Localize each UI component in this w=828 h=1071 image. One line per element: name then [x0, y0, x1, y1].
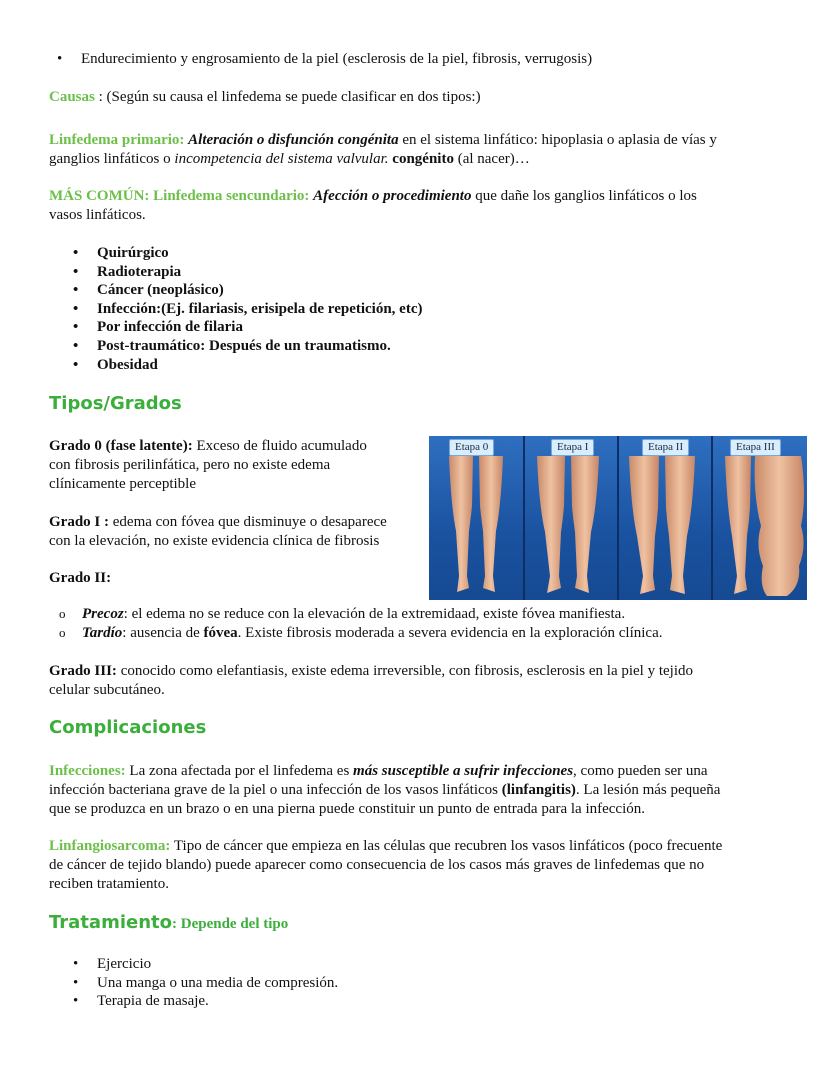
symptom-list [33, 50, 813, 69]
grado2-list [49, 605, 819, 643]
stage-label: Etapa III [730, 439, 781, 456]
treatment-list [49, 955, 749, 1011]
complicaciones-heading: Complicaciones [49, 717, 207, 738]
list-item: • Radioterapia [49, 263, 749, 282]
list-item: • Post-traumático: Después de un traumatismo. [49, 337, 749, 356]
legs-illustration [429, 436, 807, 600]
list-item: • Una manga o una media de compresión. [49, 974, 749, 993]
stage-label: Etapa II [642, 439, 689, 456]
tipos-heading: Tipos/Grados [49, 393, 182, 414]
grado1-paragraph: Grado I : edema con fóvea que disminuye o desaparece con la elevación, no existe evidencia clínica de fibrosis [49, 514, 387, 549]
tratamiento-heading: Tratamiento: Depende del tipo [49, 912, 289, 933]
linfangiosarcoma-paragraph: Linfangiosarcoma: Tipo de cáncer que empieza en las células que recubren los vasos linfáticos (poco frecuente de cáncer de tejido blando) puede aparecer como consecuencia de los casos más graves de linfedemas que no reciben tratamiento. [49, 838, 723, 892]
grado0-paragraph: Grado 0 (fase latente): Exceso de fluido acumulado con fibrosis perilinfática, pero no existe edema clínicamente perceptible [49, 438, 367, 492]
secundario-paragraph: MÁS COMÚN: Linfedema sencundario: Afección o procedimiento que dañe los ganglios linfáticos o los vasos linfáticos. [49, 188, 697, 223]
primario-paragraph: Linfedema primario: Alteración o disfunción congénita en el sistema linfático: hipoplasia o aplasia de vías y ganglios linfáticos o incompetencia del sistema valvular. congénito (al nacer)… [49, 132, 717, 167]
infecciones-paragraph: Infecciones: La zona afectada por el linfedema es más susceptible a sufrir infecciones, como pueden ser una infección bacteriana grave de la piel o una infección de los vasos linfáticos (linfangitis). La lesión más pequeña que se produzca en un brazo o en una pierna puede constituir un punto de entrada para la infección. [49, 763, 721, 817]
causes-list [49, 244, 749, 374]
list-item: • Quirúrgico [49, 244, 749, 263]
grado2-label: Grado II: [49, 570, 112, 586]
list-item: • Por infección de filaria [49, 318, 749, 337]
list-item: • Obesidad [49, 356, 749, 375]
secundario-label: MÁS COMÚN: Linfedema sencundario: [49, 188, 310, 204]
list-item: • Endurecimiento y engrosamiento de la piel (esclerosis de la piel, fibrosis, verrugosis) [33, 50, 813, 69]
stage-label: Etapa 0 [449, 439, 494, 456]
causas-label: Causas [49, 89, 95, 105]
list-item: • Ejercicio [49, 955, 749, 974]
stage-label: Etapa I [551, 439, 594, 456]
list-item: • Infección:(Ej. filariasis, erisipela de repetición, etc) [49, 300, 749, 319]
list-item: • Terapia de masaje. [49, 992, 749, 1011]
grado3-paragraph: Grado III: conocido como elefantiasis, existe edema irreversible, con fibrosis, esclerosis en la piel y tejido celular subcutáneo. [49, 663, 694, 698]
list-item: • Cáncer (neoplásico) [49, 281, 749, 300]
list-item: o Tardío: ausencia de fóvea. Existe fibrosis moderada a severa evidencia en la exploración clínica. [49, 624, 819, 643]
lymphedema-stages-image [429, 436, 807, 600]
causas-paragraph: Causas : (Según su causa el linfedema se puede clasificar en dos tipos:) [49, 89, 481, 105]
list-item: o Precoz: el edema no se reduce con la elevación de la extremidaad, existe fóvea manifiesta. [49, 605, 819, 624]
primario-label: Linfedema primario: [49, 132, 185, 148]
